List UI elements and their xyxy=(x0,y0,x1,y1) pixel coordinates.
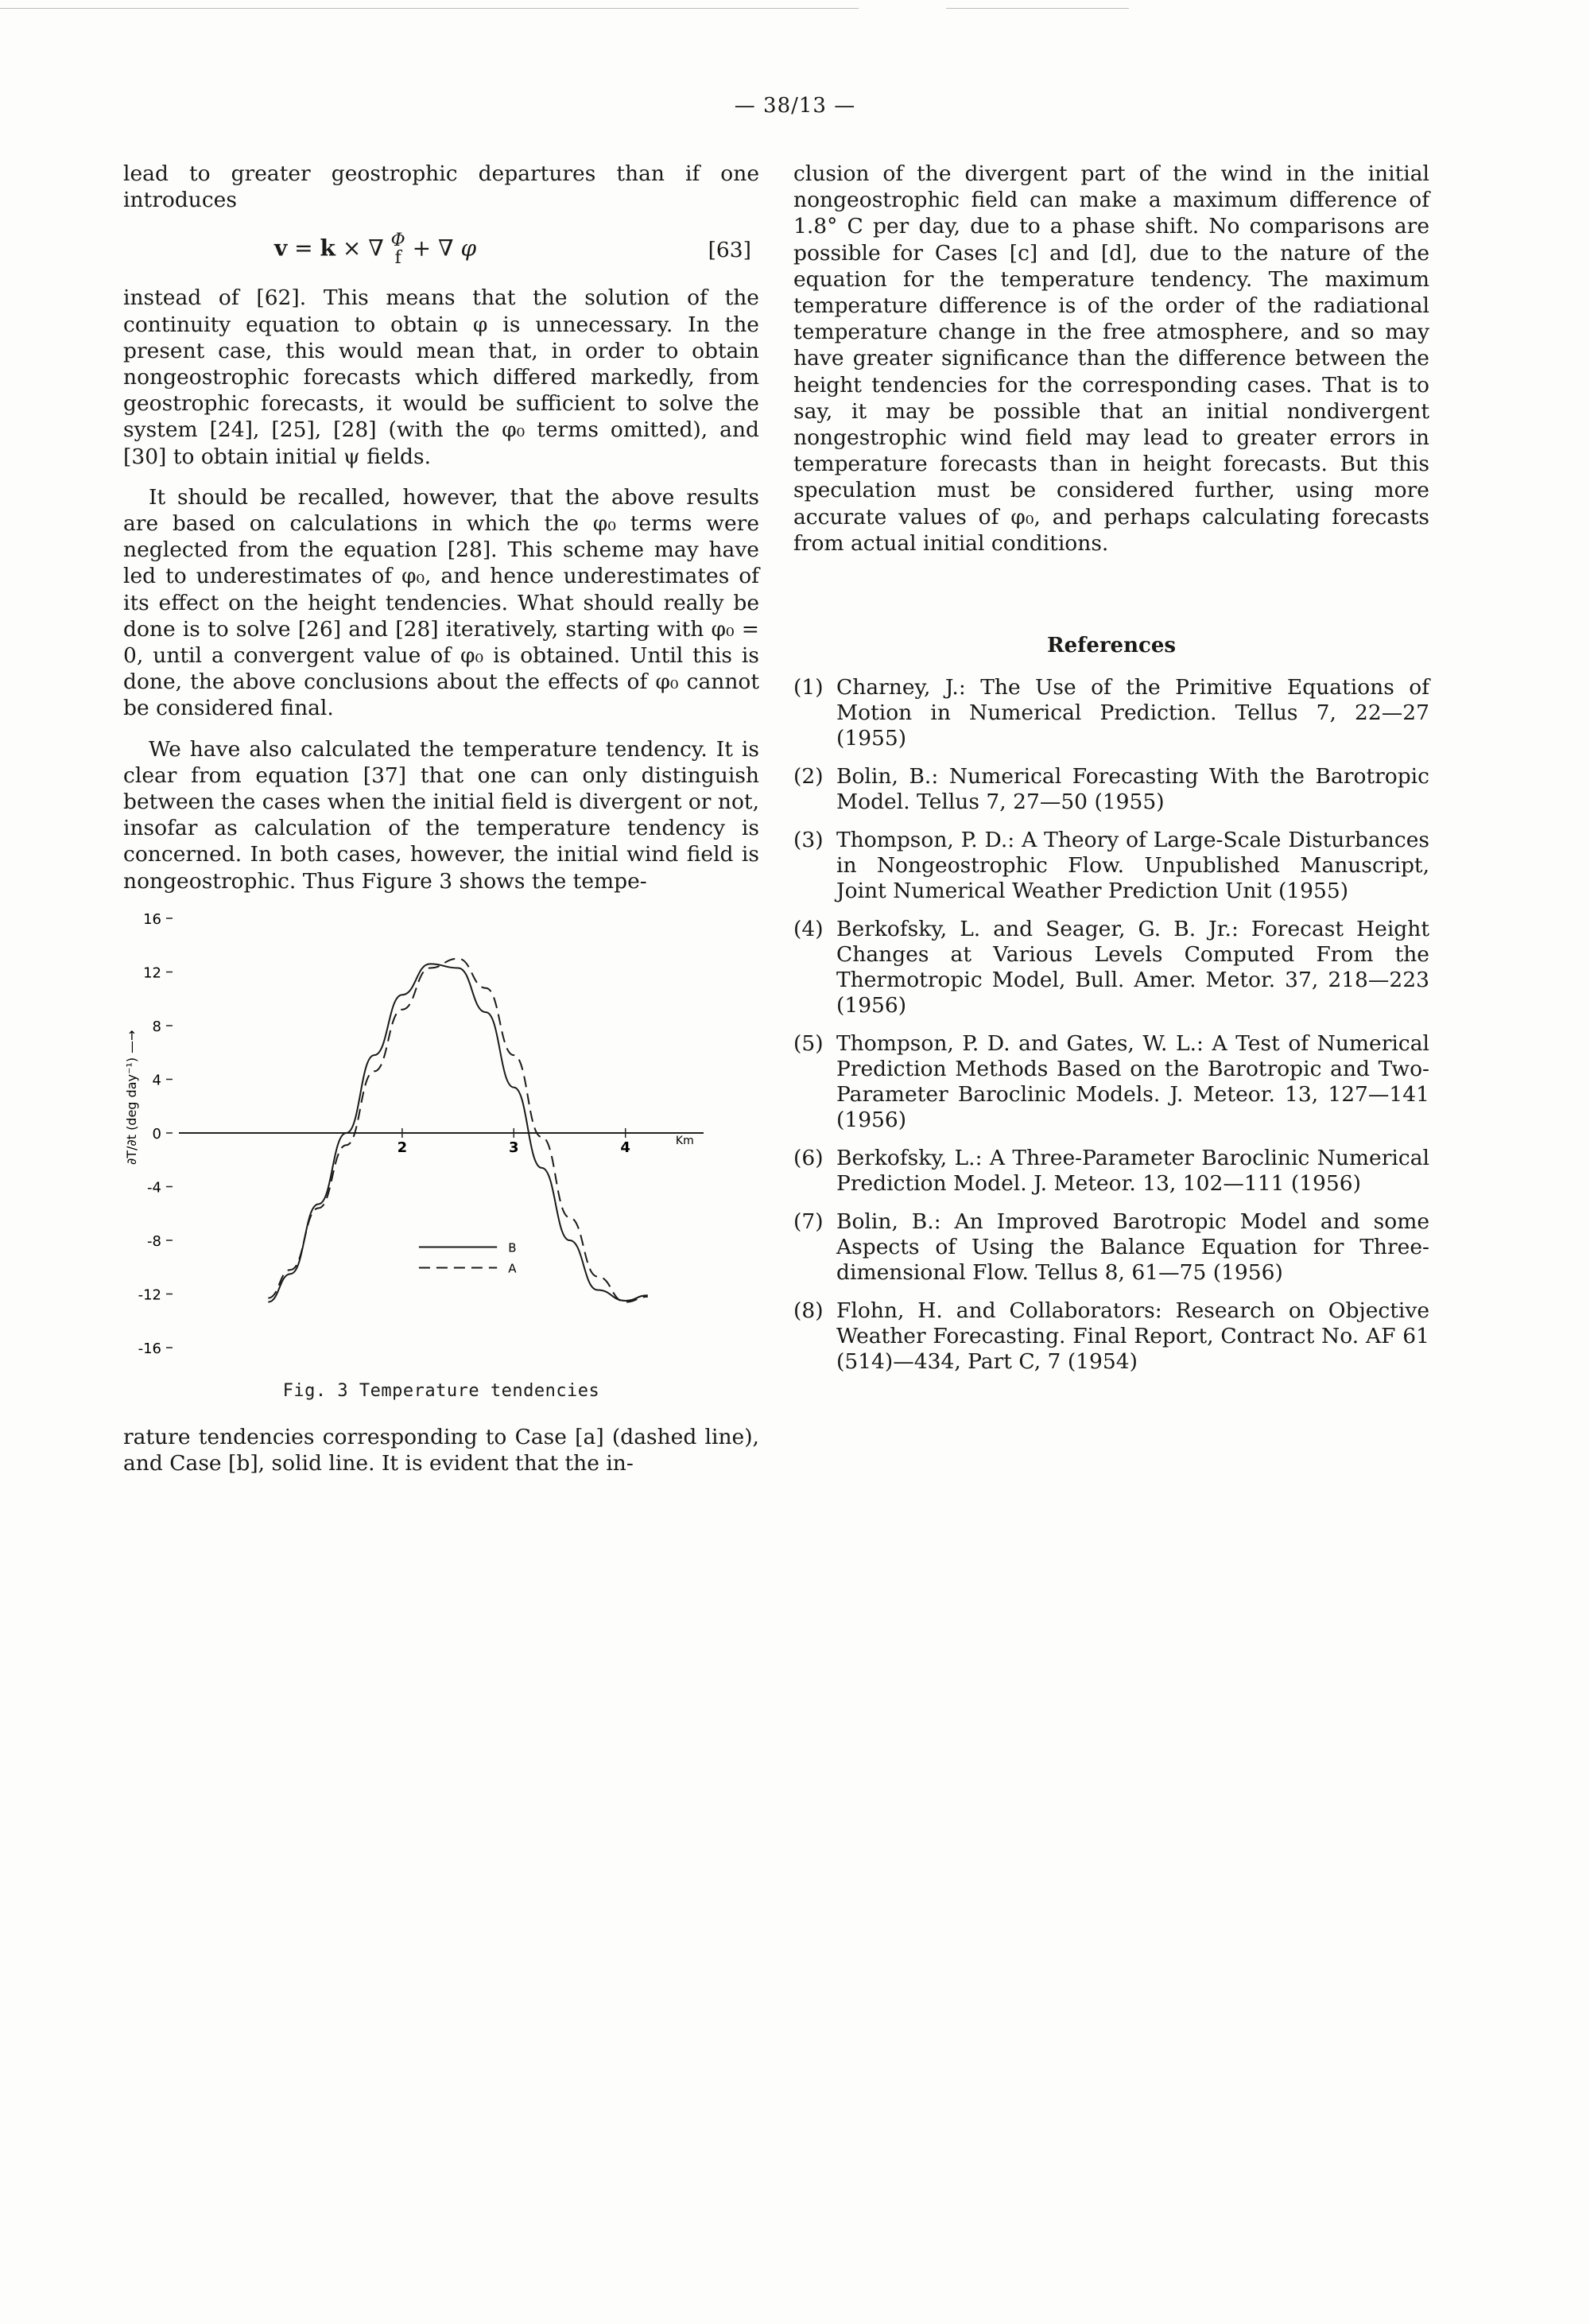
reference-number: (2) xyxy=(793,764,824,790)
reference-text: Berkofsky, L. and Seager, G. B. Jr.: Forecast Height Changes at Various Levels Computed From the Thermotropic Model, Bull. Amer. Metor. 37, 218—223 (1956) xyxy=(836,917,1429,1018)
y-tick-label: -16 xyxy=(138,1340,161,1357)
paragraph-instead: instead of [62]. This means that the solution of the continuity equation to obtain φ is unnecessary. In the present case, this would mean that, in order to obtain nongeostrophic forecasts which differed markedly, from geostrophic forecasts, it would be sufficient to solve the system [24], [25], [28] (with the φ₀ terms omitted), and [30] to obtain initial ψ fields. xyxy=(123,285,759,469)
paragraph-recalled: It should be recalled, however, that the above results are based on calculations in which the φ₀ terms were neglected from the equation [28]. This scheme may have led to underestimates of φ₀, and hence underestimates of its effect on the height tendencies. What should really be done is to solve [26] and [28] iteratively, starting with φ₀ = 0, until a convergent value of φ₀ is obtained. Until this is done, the above conclusions about the effects of φ₀ cannot be considered final. xyxy=(123,484,759,721)
reference-text: Bolin, B.: An Improved Barotropic Model and some Aspects of Using the Balance Equation for Three-dimensional Flow. Tellus 8, 61—75 (1956) xyxy=(836,1209,1429,1286)
series-line-A xyxy=(268,959,647,1302)
reference-item xyxy=(793,1146,1429,1197)
figure-caption: Fig. 3 Temperature tendencies xyxy=(282,1380,600,1401)
references-heading: References xyxy=(1046,634,1177,658)
legend-label-B: B xyxy=(508,1240,517,1255)
y-tick-label: -12 xyxy=(138,1286,161,1304)
scan-artifact-line xyxy=(946,8,1129,9)
reference-item xyxy=(793,675,1429,751)
y-tick-label: 0 xyxy=(152,1125,161,1143)
x-tick-label: 2 xyxy=(397,1139,408,1156)
page-number: — 38/13 — xyxy=(734,94,856,118)
reference-text: Charney, J.: The Use of the Primitive Equations of Motion in Numerical Prediction. Tellus 7, 22—27 (1955) xyxy=(836,675,1429,751)
paragraph-temperature: We have also calculated the temperature tendency. It is clear from equation [37] that one can only distinguish between the cases when the initial field is divergent or not, insofar as calculation of the temperature tendency is concerned. In both cases, however, the initial wind field is nongeostrophic. Thus Figure 3 shows the tempe- xyxy=(123,736,759,894)
y-tick-label: 12 xyxy=(143,964,161,982)
temperature-tendency-chart xyxy=(123,902,759,1379)
reference-item xyxy=(793,764,1429,815)
paragraph-intro: lead to greater geostrophic departures than if one introduces xyxy=(123,161,759,213)
reference-item xyxy=(793,1031,1429,1133)
reference-item xyxy=(793,1209,1429,1286)
reference-number: (6) xyxy=(793,1146,824,1171)
equation-body: v = k × ∇ Φ f + ∇ φ xyxy=(274,231,477,269)
x-axis-label: Km xyxy=(675,1134,694,1147)
reference-item xyxy=(793,1298,1429,1375)
y-tick-label: 8 xyxy=(152,1018,161,1035)
reference-text: Berkofsky, L.: A Three-Parameter Baroclinic Numerical Prediction Model. J. Meteor. 13, 102—111 (1956) xyxy=(836,1146,1429,1197)
reference-text: Thompson, P. D.: A Theory of Large-Scale Disturbances in Nongeostrophic Flow. Unpublished Manuscript, Joint Numerical Weather Prediction Unit (1955) xyxy=(836,828,1429,904)
reference-number: (5) xyxy=(793,1031,824,1057)
reference-text: Flohn, H. and Collaborators: Research on Objective Weather Forecasting. Final Report, Contract No. AF 61 (514)—434, Part C, 7 (1954) xyxy=(836,1298,1429,1375)
reference-text: Bolin, B.: Numerical Forecasting With the Barotropic Model. Tellus 7, 27—50 (1955) xyxy=(836,764,1429,815)
x-tick-label: 3 xyxy=(509,1139,519,1156)
y-axis-label: ∂T/∂t (deg day⁻¹) —→ xyxy=(124,1030,139,1165)
x-tick-label: 4 xyxy=(620,1139,630,1156)
legend-label-A: A xyxy=(508,1261,517,1276)
reference-text: Thompson, P. D. and Gates, W. L.: A Test of Numerical Prediction Methods Based on the Barotropic and Two-Parameter Baroclinic Models. J. Meteor. 13, 127—141 (1956) xyxy=(836,1031,1429,1133)
reference-number: (4) xyxy=(793,917,824,942)
reference-list xyxy=(793,675,1429,1375)
paragraph-conclusion: clusion of the divergent part of the wind in the initial nongeostrophic field can make a maximum difference of 1.8° C per day, due to a phase shift. No comparisons are possible for Cases [c] and [d], due to the nature of the equation for the temperature tendency. The maximum temperature difference is of the order of the radiational temperature change in the free atmosphere, and so may have greater significance than the difference between the height tendencies for the corresponding cases. That is to say, it may be possible that an initial nondivergent nongestrophic wind field may lead to greater errors in temperature forecasts than in height forecasts. But this speculation must be considered further, using more accurate values of φ₀, and perhaps calculating forecasts from actual initial conditions. xyxy=(793,161,1429,556)
left-column xyxy=(123,161,759,1476)
equation-63 xyxy=(123,218,759,281)
reference-number: (7) xyxy=(793,1209,824,1235)
reference-number: (8) xyxy=(793,1298,824,1324)
scan-artifact-line xyxy=(0,8,859,9)
reference-number: (1) xyxy=(793,675,824,700)
y-tick-label: -4 xyxy=(147,1179,161,1197)
reference-number: (3) xyxy=(793,828,824,853)
reference-item xyxy=(793,828,1429,904)
y-tick-label: -8 xyxy=(147,1232,161,1250)
reference-item xyxy=(793,917,1429,1018)
equation-number: [63] xyxy=(708,237,751,262)
y-tick-label: 16 xyxy=(143,910,161,928)
y-tick-label: 4 xyxy=(152,1072,161,1089)
right-column xyxy=(793,161,1429,1387)
paragraph-continuation: rature tendencies corresponding to Case [a] (dashed line), and Case [b], solid line. It is evident that the in- xyxy=(123,1424,759,1476)
figure-3 xyxy=(123,902,759,1401)
